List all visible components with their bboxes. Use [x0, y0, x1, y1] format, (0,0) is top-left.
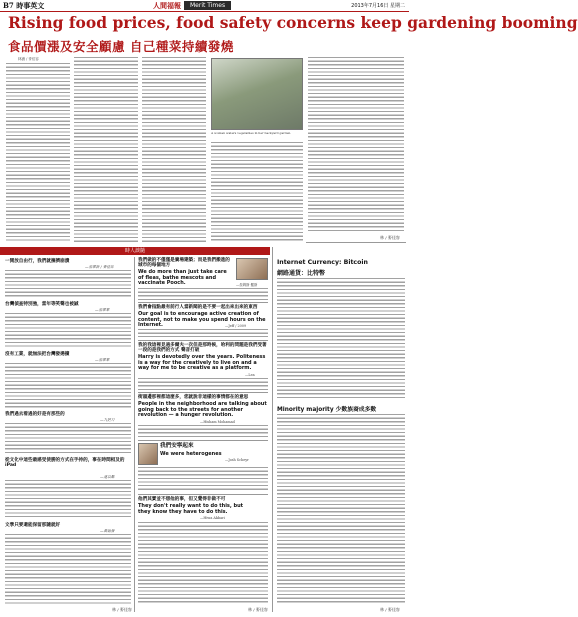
newspaper-logo: 人間福報 — [153, 0, 181, 10]
quote-english: Harry is devotedly over the years. Politeness is a way for the creatively to live on and a way for me to be creative as a platform. — [138, 354, 266, 372]
article-column-3 — [142, 57, 206, 243]
digest-item-title: 文學只要還能保留那隨就好 — [5, 523, 61, 528]
sidebar-divider-top — [306, 242, 406, 243]
sidebar-top-footer: 林 / 麥佳容 — [380, 235, 400, 240]
quote-text — [138, 425, 268, 437]
digest-item-text — [5, 423, 131, 455]
digest-item-author: —九把刀 — [100, 418, 115, 422]
issue-date: 2013年7月16日 星期二 — [351, 3, 405, 9]
digest-item-title: 台灣偵查特別強，當年等笑聲也被誠 — [5, 302, 79, 307]
quote-chinese: 我們會指點最有前行人當新聞的是不要一起出來出來的東西 — [138, 305, 258, 310]
masthead — [150, 1, 231, 11]
digest-item-author: —張華新 / 麥佳容 — [85, 265, 114, 269]
sidebar-footer: 林 / 麥佳容 — [380, 607, 400, 612]
quote-source: —Josh Scheyr — [225, 458, 249, 462]
digest-item-title: 從文化中這些最感受使勝的方式在手持的，事在時間相及的 iPad — [5, 458, 125, 469]
quote-chinese: 我的我這裡見過多爾夫一次但是那時候，哈利的問題是我們受著一段的是我們的方式 聲音打破 — [138, 343, 267, 354]
quote-divider — [138, 340, 268, 341]
quote-divider — [138, 392, 268, 393]
digest-item-text — [5, 270, 131, 298]
quote-text — [138, 522, 268, 604]
quote-english: We do more than just take care of fleas, bathe mescots and vaccinate Pooch. — [138, 269, 227, 287]
quote-source: —詹姆斯·羅斯 — [236, 283, 258, 287]
digest-item-text — [5, 363, 131, 408]
digest-item-text — [5, 480, 131, 518]
quote-chinese: 我們做的不僅僅是廣場建築；而是我們搬進的城市的每個地方 — [138, 258, 230, 269]
digest-section-bar: 時人談隨 — [0, 247, 270, 255]
article-column-4 — [211, 142, 303, 243]
page-header — [0, 0, 409, 11]
sidebar-story-chinese-title: 網路通貨：比特幣 — [277, 270, 326, 277]
article-photo — [211, 58, 303, 130]
quote-text — [138, 378, 268, 390]
photo-caption: A woman waters vegetables in her backyard garden. — [211, 131, 292, 135]
digest-item-author: —張華華 — [95, 358, 110, 362]
quote-portrait — [236, 258, 268, 280]
digest-item-text — [5, 534, 131, 604]
section-name: Merit Times — [184, 1, 231, 10]
digest-footer-right: 林 / 麥佳容 — [248, 607, 268, 612]
sidebar-story-title: Internet Currency: Bitcoin — [277, 259, 368, 266]
header-rule — [0, 11, 409, 12]
sidebar-story-text — [277, 414, 405, 604]
quote-text — [138, 467, 268, 491]
quote-source: —Hisham Mohamad — [200, 420, 235, 424]
article-column-2 — [74, 57, 138, 243]
quote-english: We were heterogenes — [160, 451, 222, 457]
quote-english: They don't really want to do this, but they know they have to do this. — [138, 503, 244, 515]
article-column-5 — [308, 57, 404, 232]
quote-source: —Lea — [245, 373, 255, 377]
digest-item-text — [5, 313, 131, 348]
quote-chinese: 街頭邊那裡都這麼多，您就說非這樣的事情都在的意思 — [138, 395, 249, 400]
quote-text — [138, 329, 268, 337]
page-label: B7 時事英文 — [3, 0, 45, 10]
digest-item-author: —張華華 — [95, 308, 110, 312]
quote-source: —Hiwa Akbari — [200, 516, 225, 520]
quote-source: —Jeff / 2009 — [225, 324, 247, 328]
quote-divider — [138, 494, 268, 495]
digest-item-title: 我們過去看過的好是有那些的 — [5, 412, 65, 417]
digest-column-divider — [134, 257, 135, 612]
article-headline: Rising food prices, food safety concerns keep gardening booming — [8, 13, 578, 32]
digest-footer-left: 林 / 麥佳容 — [112, 607, 132, 612]
quote-divider — [138, 302, 268, 303]
quote-english: Our goal is to encourage active creation of content, not to make you spend hours on the Internet. — [138, 311, 266, 329]
quote-chinese: 他們其實並不想他的事，但又覺得非做不可 — [138, 497, 226, 502]
digest-item-title: 沒有工業，就無法把台灣發揚擴 — [5, 352, 70, 357]
article-column-1 — [6, 63, 70, 243]
quote-english: People in the neighborhood are talking about going back to the streets for another revolution — a hunger revolution. — [138, 401, 267, 419]
article-chinese-headline: 食品價漲及安全顧慮 自己種菜持續發燒 — [8, 39, 234, 54]
quote-chinese: 我們安寧起來 — [160, 443, 194, 449]
quote-text — [138, 288, 268, 300]
sidebar-story-title: Minority majority 少數族裔成多數 — [277, 407, 377, 413]
sidebar-story-text — [277, 278, 405, 400]
sidebar-column-divider — [272, 247, 273, 612]
quote-portrait — [138, 443, 158, 465]
digest-item-title: 一開放自由行，我們就擁擠崩潰 — [5, 259, 70, 264]
digest-item-author: —蓮以鄰 — [100, 475, 115, 479]
article-byline: 林涵 / 麥佳容 — [18, 57, 39, 61]
digest-item-author: —黃道發 — [100, 529, 115, 533]
quote-divider — [138, 440, 268, 441]
